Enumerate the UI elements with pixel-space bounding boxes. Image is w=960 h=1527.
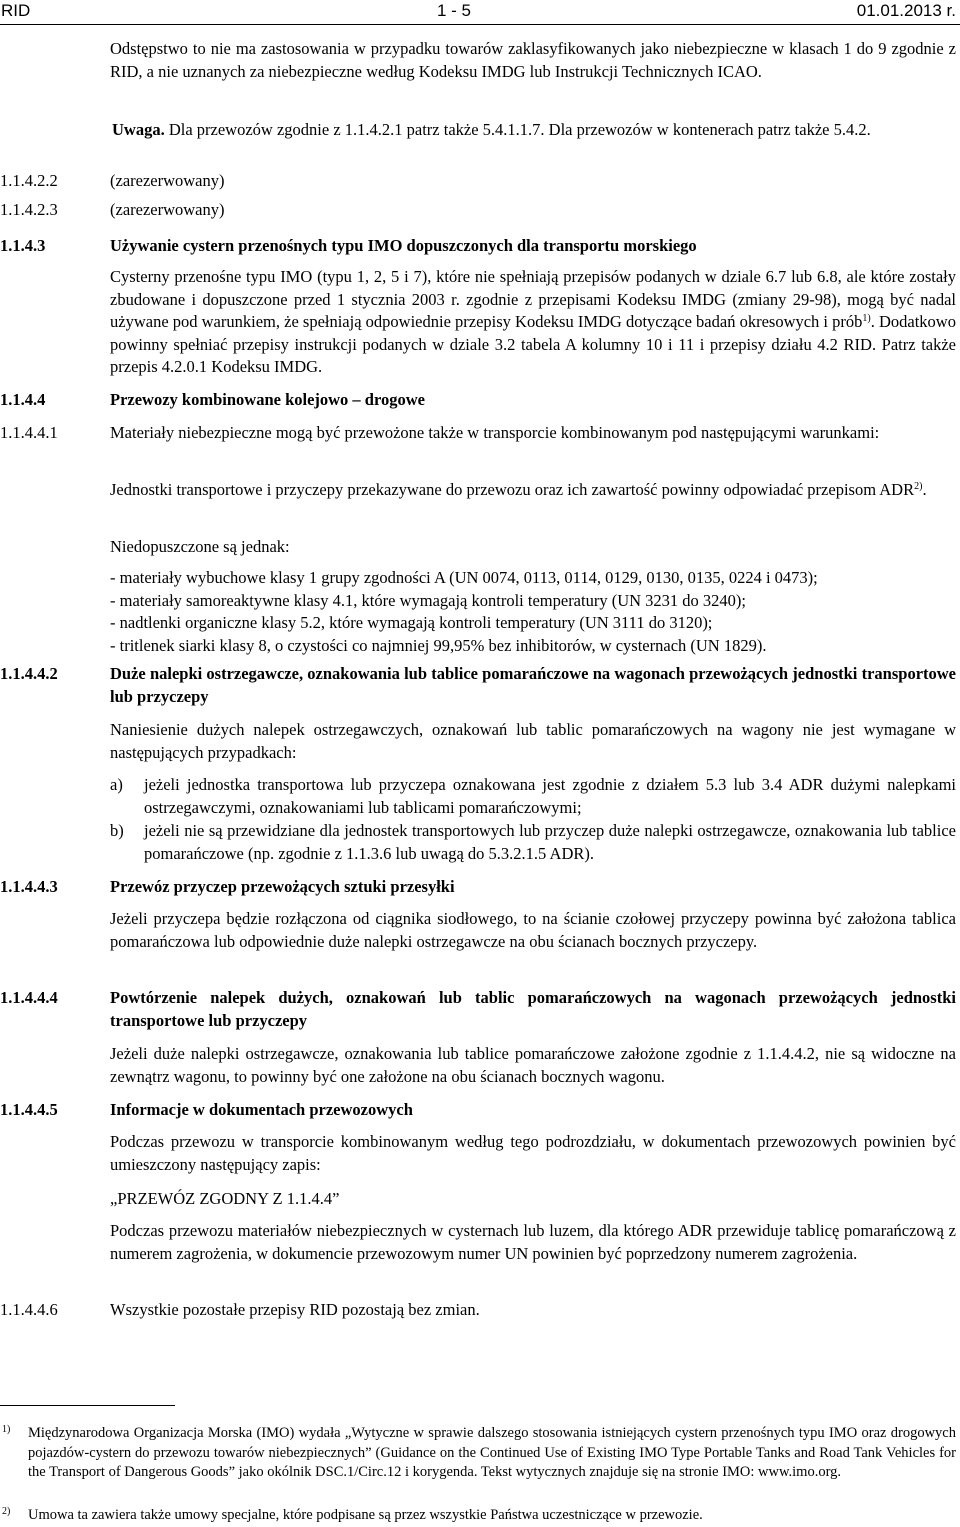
item-label: a) [110, 775, 123, 794]
body-text: . Dodatkowo powinny spełniać przepisy instrukcji podanych w dziale 3.2 tabela A kolumny 10 i 11 i przepisy działu 4.2 RID. Patrz także przepis 4.2.0.1 Kodeksu IMDG. [110, 312, 956, 376]
section-number: 1.1.4.4 [0, 390, 46, 409]
footnote [0, 1506, 956, 1526]
not-allowed-label: Niedopuszczone są jednak: [110, 537, 290, 556]
footnote-ref: 1) [862, 313, 871, 324]
list-item: - materiały samoreaktywne klasy 4.1, które wymagają kontroli temperatury (UN 3231 do 3240); [110, 590, 746, 610]
section-number: 1.1.4.4.4 [0, 988, 58, 1007]
header-document-name: RID [1, 1, 31, 20]
item-label: b) [110, 821, 124, 840]
reserved-text: (zarezerwowany) [110, 200, 225, 219]
footnote-mark: 2) [2, 1506, 11, 1517]
footnote-separator [0, 1405, 175, 1406]
footnote-mark: 1) [2, 1424, 11, 1435]
intro-paragraph: Odstępstwo to nie ma zastosowania w przypadku towarów zaklasyfikowanych jako niebezpieczne w klasach 1 do 9 zgodnie z RID, a nie uznanych za niebezpieczne według Kodeksu IMDG lub Instrukcji Technicznych ICAO. [110, 39, 956, 81]
footnote [0, 1424, 956, 1483]
section-title: Duże nalepki ostrzegawcze, oznakowania lub tablice pomarańczowe na wagonach przewożących jednostki transportowe lub przyczepy [110, 664, 956, 706]
page-header [0, 0, 960, 25]
section-body: Naniesienie dużych nalepek ostrzegawczych, oznakowań lub tablic pomarańczowych na wagony nie jest wymagane w następujących przypadkach: [110, 720, 956, 762]
section-body: Jeżeli przyczepa będzie rozłączona od ciągnika siodłowego, to na ścianie czołowej przyczepy powinna być założona tablica pomarańczowa lub odpowiednie duże nalepki ostrzegawcze na obu ścianach bocznych przyczepy. [110, 909, 956, 951]
section-subparagraph [110, 479, 956, 502]
note-label: Uwaga. [112, 120, 165, 139]
section-title: Przewozy kombinowane kolejowo – drogowe [110, 390, 425, 409]
header-date: 01.01.2013 r. [856, 1, 956, 20]
item-text: jeżeli jednostka transportowa lub przyczepa oznakowana jest zgodnie z działem 5.3 lub 3.4 ADR dużymi nalepkami ostrzegawczymi, oznakowaniami lub tablicami pomarańczowymi; [144, 775, 956, 817]
quoted-entry: „PRZEWÓZ ZGODNY Z 1.1.4.4” [110, 1189, 340, 1208]
section-body: Wszystkie pozostałe przepisy RID pozostają bez zmian. [110, 1300, 480, 1319]
section-title: Używanie cystern przenośnych typu IMO dopuszczonych dla transportu morskiego [110, 236, 697, 255]
section-number: 1.1.4.4.1 [0, 423, 58, 442]
section-number: 1.1.4.4.5 [0, 1100, 58, 1119]
item-text: jeżeli nie są przewidziane dla jednostek transportowych lub przyczep duże nalepki ostrzegawcze, oznakowania lub tablice pomarańczowe (np. zgodnie z 1.1.3.6 lub uwagą do 5.3.2.1.5 ADR). [144, 821, 956, 863]
list-item: - nadtlenki organiczne klasy 5.2, które wymagają kontroli temperatury (UN 3111 do 3120); [110, 613, 713, 632]
section-number: 1.1.4.2.2 [0, 171, 58, 190]
note-text: Dla przewozów zgodnie z 1.1.4.2.1 patrz także 5.4.1.1.7. Dla przewozów w kontenerach patrz także 5.4.2. [164, 120, 871, 139]
section-title: Przewóz przyczep przewożących sztuki przesyłki [110, 877, 455, 896]
reserved-text: (zarezerwowany) [110, 171, 225, 190]
section-number: 1.1.4.4.3 [0, 877, 58, 896]
section-body: Jeżeli duże nalepki ostrzegawcze, oznakowania lub tablice pomarańczowe założone zgodnie z 1.1.4.4.2, nie są widoczne na zewnątrz wagonu, to powinny być one założone na obu ścianach bocznych wagonu. [110, 1044, 956, 1086]
list-item [110, 774, 956, 819]
section-body: Podczas przewozu materiałów niebezpiecznych w cysternach lub luzem, dla którego ADR przewiduje tablicę pomarańczową z numerem zagrożenia, w dokumencie przewozowym numer UN powinien być poprzedzony numerem zagrożenia. [110, 1221, 956, 1263]
section-title: Informacje w dokumentach przewozowych [110, 1100, 413, 1119]
section-body [110, 266, 956, 379]
list-item: - tritlenek siarki klasy 8, o czystości co najmniej 99,95% bez inhibitorów, w cysternach (UN 1829). [110, 635, 767, 655]
footnote-text: Umowa ta zawiera także umowy specjalne, które podpisane są przez wszystkie Państwa uczestniczące w przewozie. [28, 1507, 703, 1523]
section-number: 1.1.4.4.2 [0, 664, 58, 683]
section-number: 1.1.4.2.3 [0, 200, 58, 219]
footnote-ref: 2) [914, 481, 923, 492]
section-number: 1.1.4.3 [0, 236, 46, 255]
list-item [110, 820, 956, 865]
body-text: Cysterny przenośne typu IMO (typu 1, 2, 5 i 7), które nie spełniają przepisów podanych w dziale 6.7 lub 6.8, ale które zostały zbudowane i dopuszczone przed 1 stycznia 2003 r. zgodnie z przepisami Kodeksu IMDG (zmiany 29-98), mogą być nadal używane pod warunkiem, że spełniają odpowiednie przepisy Kodeksu IMDG dotyczące badań okresowych i prób [110, 267, 956, 331]
body-text: . [922, 480, 927, 499]
exclusion-list [110, 567, 956, 657]
section-body: Materiały niebezpieczne mogą być przewożone także w transporcie kombinowanym pod następującymi warunkami: [110, 423, 880, 442]
section-title: Powtórzenie nalepek dużych, oznakowań lub tablic pomarańczowych na wagonach przewożących jednostki transportowe lub przyczepy [110, 988, 956, 1030]
list-item: - materiały wybuchowe klasy 1 grupy zgodności A (UN 0074, 0113, 0114, 0129, 0130, 0135, 0224 i 0473); [110, 568, 818, 587]
intro-note [112, 119, 956, 142]
footnote-text: Międzynarodowa Organizacja Morska (IMO) wydała „Wytyczne w sprawie dalszego stosowania istniejących cystern przenośnych typu IMO oraz drogowych pojazdów-cystern do przewozu towarów niebezpiecznych” (Guidance on the Continued Use of Existing IMO Type Portable Tanks and Road Tank Vehicles for the Transport of Dangerous Goods” jako okólnik DSC.1/Circ.12 i korygenda. Tekst wytycznych znajduje się na stronie IMO: www.imo.org. [28, 1425, 956, 1480]
section-body: Podczas przewozu w transporcie kombinowanym według tego podrozdziału, w dokumentach przewozowych powinien być umieszczony następujący zapis: [110, 1132, 956, 1174]
section-number: 1.1.4.4.6 [0, 1300, 58, 1319]
body-text: Jednostki transportowe i przyczepy przekazywane do przewozu oraz ich zawartość powinny odpowiadać przepisom ADR [110, 480, 915, 499]
header-page-number: 1 - 5 [437, 1, 472, 20]
